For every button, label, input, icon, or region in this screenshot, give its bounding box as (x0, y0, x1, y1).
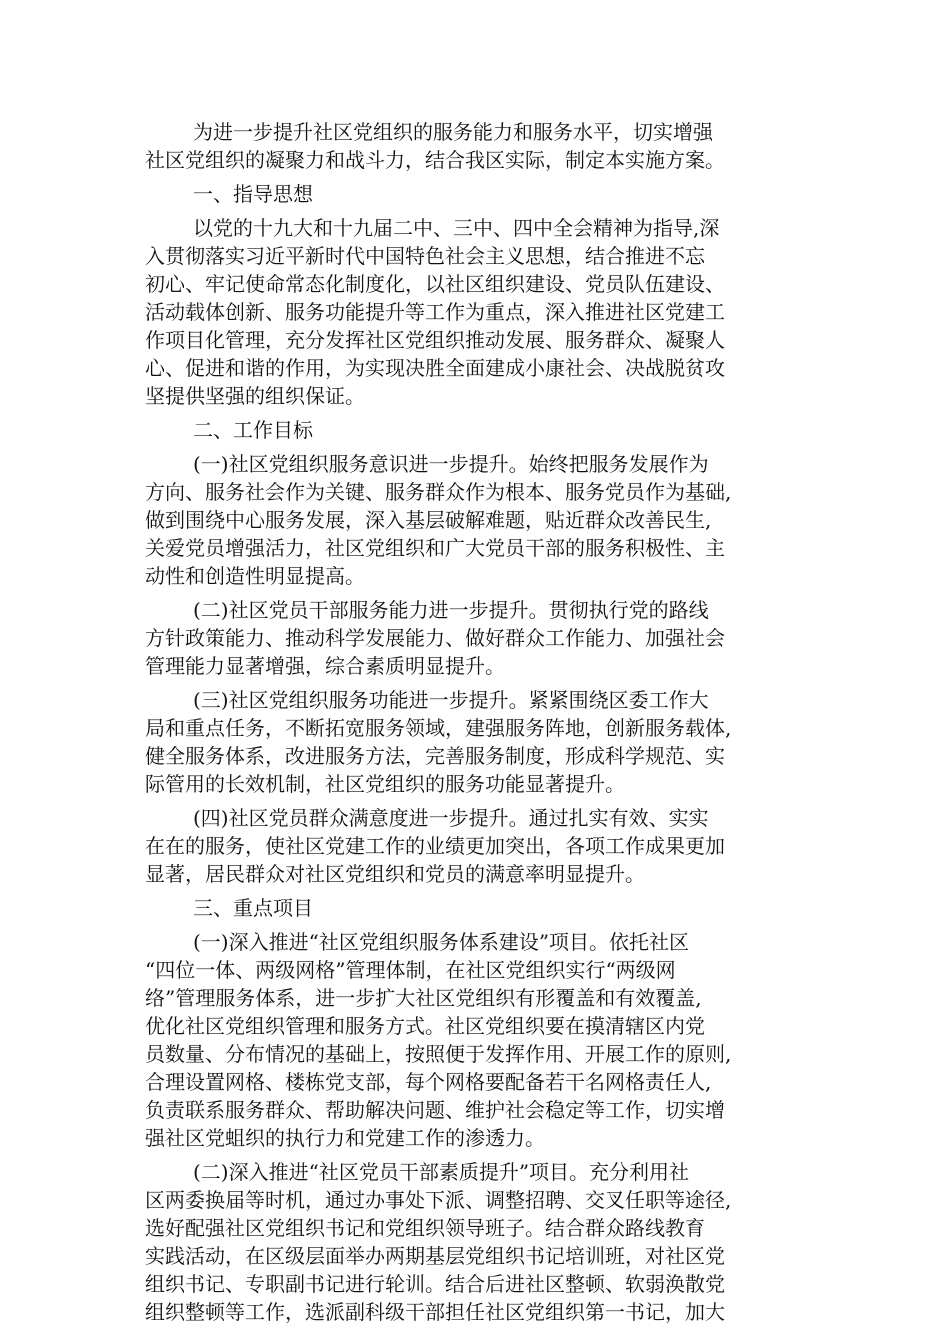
paragraph-line: 以党的十九大和十九届二中、三中、四中全会精神为指导,深 (193, 216, 720, 240)
paragraph-line: (一)深入推进“社区党组织服务体系建设”项目。依托社区 (193, 930, 690, 954)
paragraph-line: (三)社区党组织服务功能进一步提升。紧紧围绕区委工作大 (193, 688, 709, 712)
paragraph-line: (二)深入推进“社区党员干部素质提升”项目。充分利用社 (193, 1160, 690, 1184)
paragraph-line: “四位一体、两级网格”管理体制，在社区党组织实行“两级网 (145, 958, 676, 982)
paragraph-line: 活动载体创新、服务功能提升等工作为重点，深入推进社区党建工 (145, 300, 725, 324)
heading-text: 二、工作目标 (193, 418, 313, 442)
paragraph-line: 优化社区党组织管理和服务方式。社区党组织要在摸清辖区内党 (145, 1014, 705, 1038)
paragraph-line: 做到围绕中心服务发展，深入基层破解难题，贴近群众改善民生, (145, 508, 712, 532)
paragraph-line: 动性和创造性明显提高。 (145, 564, 365, 588)
heading-text: 一、指导思想 (193, 182, 313, 206)
heading-text: 三、重点项目 (193, 896, 313, 920)
paragraph-line: 作项目化管理，充分发挥社区党组织推动发展、服务群众、凝聚人 (145, 328, 725, 352)
paragraph-line: 组织整顿等工作，选派副科级干部担任社区党组织第一书记，加大 (145, 1300, 725, 1324)
paragraph-line: 选好配强社区党组织书记和党组织领导班子。结合群众路线教育 (145, 1216, 705, 1240)
section-heading (145, 416, 810, 444)
paragraph (145, 686, 810, 798)
paragraph-line: 入贯彻落实习近平新时代中国特色社会主义思想，结合推进不忘 (145, 244, 705, 268)
paragraph-line: 区两委换届等时机，通过办事处下派、调整招聘、交叉任职等途径, (145, 1188, 732, 1212)
paragraph-line: 心、促进和谐的作用，为实现决胜全面建成小康社会、决战脱贫攻 (145, 356, 725, 380)
paragraph-line: 为进一步提升社区党组织的服务能力和服务水平，切实增强 (193, 120, 713, 144)
paragraph-line: 关爱党员增强活力，社区党组织和广大党员干部的服务积极性、主 (145, 536, 725, 560)
paragraph-line: 显著，居民群众对社区党组织和党员的满意率明显提升。 (145, 862, 645, 886)
paragraph-line: 坚提供坚强的组织保证。 (145, 384, 365, 408)
paragraph-line: 际管用的长效机制，社区党组织的服务功能显著提升。 (145, 772, 625, 796)
paragraph-line: 强社区党蛆织的执行力和党建工作的渗透力。 (145, 1126, 545, 1150)
document-body (145, 118, 810, 1332)
paragraph (145, 450, 810, 590)
paragraph-line: 健全服务体系，改进服务方法，完善服务制度，形成科学规范、实 (145, 744, 725, 768)
paragraph-line: (二)社区党员干部服务能力进一步提升。贯彻执行党的路线 (193, 598, 709, 622)
paragraph (145, 1158, 810, 1326)
paragraph-line: 实践活动，在区级层面举办两期基层党组织书记培训班，对社区党 (145, 1244, 725, 1268)
paragraph-line: 社区党组织的凝聚力和战斗力，结合我区实际，制定本实施方案。 (145, 148, 725, 172)
paragraph-line: 合理设置网格、楼栋党支部，每个网格要配备若干名网格责任人, (145, 1070, 712, 1094)
paragraph (145, 804, 810, 888)
paragraph-line: 方向、服务社会作为关键、服务群众作为根本、服务党员作为基础, (145, 480, 732, 504)
paragraph-line: (一)社区党组织服务意识进一步提升。始终把服务发展作为 (193, 452, 709, 476)
section-heading (145, 180, 810, 208)
paragraph (145, 928, 810, 1152)
paragraph-line: 初心、牢记使命常态化制度化，以社区组织建设、党员队伍建设、 (145, 272, 725, 296)
paragraph-line: 络”管理服务体系，进一步扩大社区党组织有形覆盖和有效覆盖, (145, 986, 702, 1010)
paragraph-line: 员数量、分布情况的基础上，按照便于发挥作用、开展工作的原则, (145, 1042, 732, 1066)
paragraph-line: 组织书记、专职副书记进行轮训。结合后进社区整顿、软弱涣散党 (145, 1272, 725, 1296)
paragraph (145, 596, 810, 680)
paragraph-line: 负责联系服务群众、帮助解决问题、维护社会稳定等工作，切实增 (145, 1098, 725, 1122)
paragraph-line: 局和重点任务，不断拓宽服务领域，建强服务阵地，创新服务载体, (145, 716, 732, 740)
paragraph-line: (四)社区党员群众满意度进一步提升。通过扎实有效、实实 (193, 806, 709, 830)
paragraph (145, 118, 810, 174)
paragraph (145, 214, 810, 410)
paragraph-line: 在在的服务，使社区党建工作的业绩更加突出，各项工作成果更加 (145, 834, 725, 858)
section-heading (145, 894, 810, 922)
paragraph-line: 方针政策能力、推动科学发展能力、做好群众工作能力、加强社会 (145, 626, 725, 650)
paragraph-line: 管理能力显著增强，综合素质明显提升。 (145, 654, 505, 678)
